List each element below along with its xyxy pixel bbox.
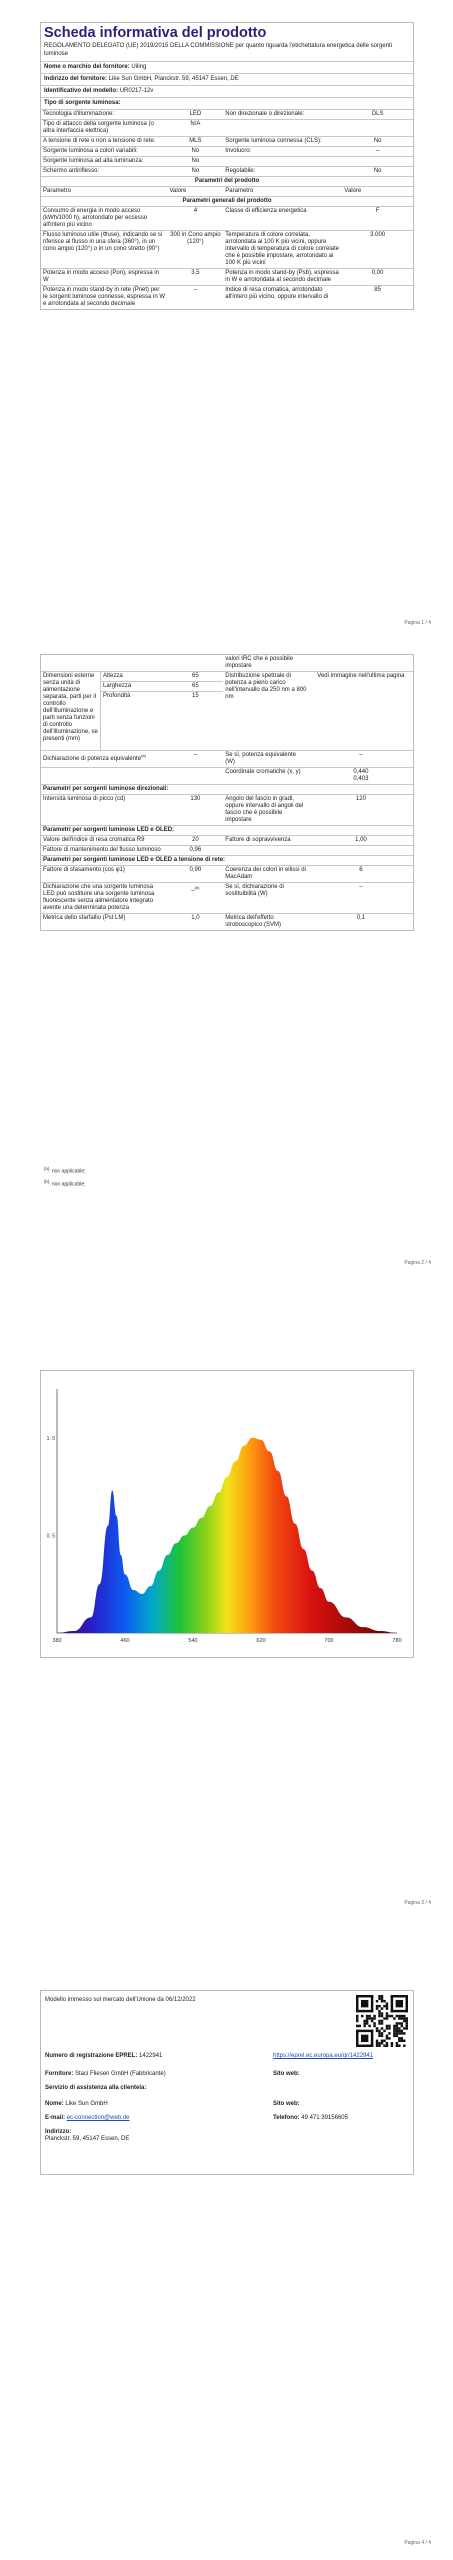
params-title-row: Parametri del prodotto — [41, 177, 413, 187]
type-heading: Tipo di sorgente luminosa: — [41, 98, 413, 110]
section-title-row: Parametri per sorgenti luminose direzionali: — [41, 785, 413, 795]
address-field-p4: Indirizzo: Planckstr. 59, 45147 Essen, DE — [45, 2129, 130, 2142]
page-number: Pagina 4 / 4 — [404, 2540, 431, 2546]
model-value: UR0217-12v — [119, 88, 154, 94]
table-row: A tensione di rete o non a tensione di rete: MLS Sorgente luminosa connessa (CLS): No — [41, 137, 413, 147]
table-row: Sorgente luminosa ad alta luminanza: No — [41, 157, 413, 167]
address-value: Like Sun GmbH, Planckstr. 59, 45147 Essen, DE — [108, 76, 239, 82]
table-row: Metrica dello sfarfallio (Pst LM) 1,0 Metrica dell'effetto stroboscopico (SVM) 0,1 — [43, 915, 366, 928]
email-link[interactable]: ec-connection@web.de — [66, 2115, 130, 2121]
footnote-a: $^{(a)}$: non applicable; — [44, 1166, 86, 1175]
table-row: valori IRC che è possibile impostare — [41, 655, 413, 672]
table-row: Fattore di mantenimento del flusso luminoso 0,96 — [41, 846, 413, 856]
spectrum-area — [57, 1438, 397, 1633]
page-2 — [0, 640, 453, 1280]
dimensions-label: Dimensioni esterne senza unità di alimentazione separata, parti per il controllo dell'illuminazione e parti senza funzioni di controllo dell'illuminazione, se presenti (mm) — [41, 672, 101, 751]
registration-card — [40, 1990, 414, 2175]
table-row: Dichiarazione di potenza equivalente$^{(a)}$ – Se sì, potenza equivalente (W) – — [41, 751, 413, 768]
page-number: Pagina 3 / 4 — [404, 1900, 431, 1906]
table-row: Fattore di sfasamento (cos φ1) 0,90 Coerenza dei colori in ellissi di MacAdam 6 — [41, 866, 413, 883]
y-tick-label: 1. 0 — [46, 1435, 55, 1442]
x-tick-label: 620 — [256, 1638, 266, 1644]
params-continued-table — [41, 655, 413, 785]
section-title-row: Parametri per sorgenti luminose LED e OLED: — [41, 826, 413, 836]
table-row: Dimensioni esterne senza unità di alimentazione separata, parti per il controllo dell'illuminazione e parti senza funzioni di controllo dell'illuminazione, se presenti (mm) Altezza 65 Distribuzione spettrale di potenza a pieno carico nell'intervallo da 250 nm a 800 nm Vedi immagine nell'ultima pagina — [41, 672, 413, 682]
eprel-link[interactable]: https://eprel.ec.europa.eu/qr/1422941 — [273, 2053, 374, 2059]
spectral-chart — [40, 1370, 414, 1658]
table-row: Flusso luminoso utile (Φuse), indicando se si riferisce al flusso in una sfera (360°), in un cono ampio (120°) o in un cono stretto (90°) 300 in Cono ampio (120°) Temperatura di colore correlata, arrotondata ai 100 K più vicini, oppure intervallo di temperatura di colore correlate che è possibile impostare, arrotondato ai 100 K più vicini 3.000 — [41, 231, 413, 269]
footnotes — [44, 1164, 86, 1189]
email-field: E-mail: ec-connection@web.de — [45, 2115, 130, 2121]
eprel-field: Numero di registrazione EPREL: 1422941 — [45, 2053, 163, 2059]
website-field: Sito web: — [273, 2071, 300, 2077]
page-number: Pagina 2 / 4 — [404, 1260, 431, 1266]
brand-field — [41, 62, 413, 74]
table-row: Coordinate cromatiche (x, y) 0,440 0,403 — [41, 768, 413, 785]
page-number: Pagina 1 / 4 — [404, 620, 431, 626]
brand-value: Uiling — [131, 64, 147, 70]
spectral-label: Distribuzione spettrale di potenza a pieno carico nell'intervallo da 250 nm a 800 nm — [223, 672, 309, 751]
params-header-row: Parametro Valore Parametro Valore — [41, 187, 413, 197]
x-tick-label: 380 — [52, 1638, 62, 1644]
model-field — [41, 86, 413, 98]
x-tick-label: 460 — [120, 1638, 130, 1644]
table-row: Larghezza 65 — [41, 682, 413, 692]
page-1 — [0, 0, 453, 640]
spectral-chart-svg — [41, 1371, 413, 1657]
spectral-value: Vedi immagine nell'ultima pagina — [309, 672, 413, 751]
regulation-text: REGOLAMENTO DELEGATO (UE) 2019/2015 DELLA COMMISSIONE per quanto riguarda l'etichettatura energetica delle sorgenti luminose — [41, 42, 413, 62]
service-title: Servizio di assistenza alla clientela: — [45, 2085, 147, 2091]
table-row: Schermo antiriflesso: No Regolabile: No — [41, 167, 413, 177]
equivalent-power-label: Dichiarazione di potenza equivalente$^{(a)}$ — [41, 751, 167, 768]
y-tick-label: 0. 5 — [46, 1533, 55, 1540]
phone-field: Telefono: 49 471 39156605 — [273, 2115, 348, 2121]
table-row: Profondità 15 — [41, 692, 413, 751]
supplier-field: Fornitore: Staci Fliesen GmbH (Fabbricante) — [45, 2071, 166, 2077]
market-date: Modello immesso sul mercato dell'Unione da 06/12/2022 — [45, 1997, 196, 2003]
address-label: Indirizzo del fornitore: — [44, 76, 107, 82]
name-field: Nome: Like Sun GmbH — [45, 2101, 108, 2107]
table-row: Potenza in modo stand-by in rete (Pnet) per le sorgenti luminose connesse, espressa in W e arrotondata al secondo decimale – Indice di resa cromatica, arrotondato all'intero più vicino, oppure intervallo di 85 — [43, 287, 381, 307]
brand-label: Nome o marchio del fornitore: — [44, 64, 130, 70]
table-row: Intensità luminosa di picco (cd) 130 Angolo del fascio in gradi, oppure intervallo di angoli del fascio che è possibile impostare 120 — [41, 795, 413, 826]
footnote-b: $^{(b)}$: non applicable; — [44, 1178, 86, 1188]
model-label: Identificativo del modello: — [44, 88, 119, 94]
table-row: Tecnologia d'illuminazione: LED Non direzionale o direzionale: DLS — [41, 110, 413, 120]
general-title-row: Parametri generali del prodotto — [41, 197, 413, 207]
qr-code-icon — [356, 1995, 408, 2047]
product-info-sheet — [40, 22, 414, 310]
product-info-sheet-continued — [40, 654, 414, 931]
table-row: Dichiarazione che una sorgente luminosa LED può sostituire una sorgente luminosa fluorescente senza alimentatore integrato avente una determinata potenza –$^{(b)}$ Se sì, dichiarazione di sostituibilità (W) – — [41, 883, 413, 914]
table-row: Potenza in modo acceso (Pon), espressa in W 3,5 Potenza in modo stand-by (Psb), espressa in W e arrotondata al secondo decimale 0,00 — [41, 269, 413, 286]
section-title-row: Parametri per sorgenti luminose LED e OLED a tensione di rete: — [41, 856, 413, 866]
table-row: Sorgente luminosa a colori variabili: No Involucro: – — [41, 147, 413, 157]
website2-field: Sito web: — [273, 2101, 300, 2107]
x-tick-label: 540 — [188, 1638, 198, 1644]
type-table — [41, 110, 413, 309]
x-tick-label: 780 — [392, 1638, 402, 1644]
table-row: Tipo di attacco della sorgente luminosa (o altra interfaccia elettrica) N/A — [41, 120, 413, 137]
table-row: Valore dell'indice di resa cromatica R9 20 Fattore di sopravvivenza 1,00 — [41, 836, 413, 846]
table-row: Consumo di energia in modo acceso (kWh/1000 h), arrotondato per eccesso all'intero più vicino 4 Classe di efficienza energetica F — [41, 207, 413, 231]
document-title: Scheda informativa del prodotto — [44, 25, 267, 41]
address-field — [41, 74, 413, 86]
x-tick-label: 700 — [324, 1638, 334, 1644]
directional-table — [41, 785, 413, 930]
eprel-number: 1422941 — [139, 2053, 163, 2059]
